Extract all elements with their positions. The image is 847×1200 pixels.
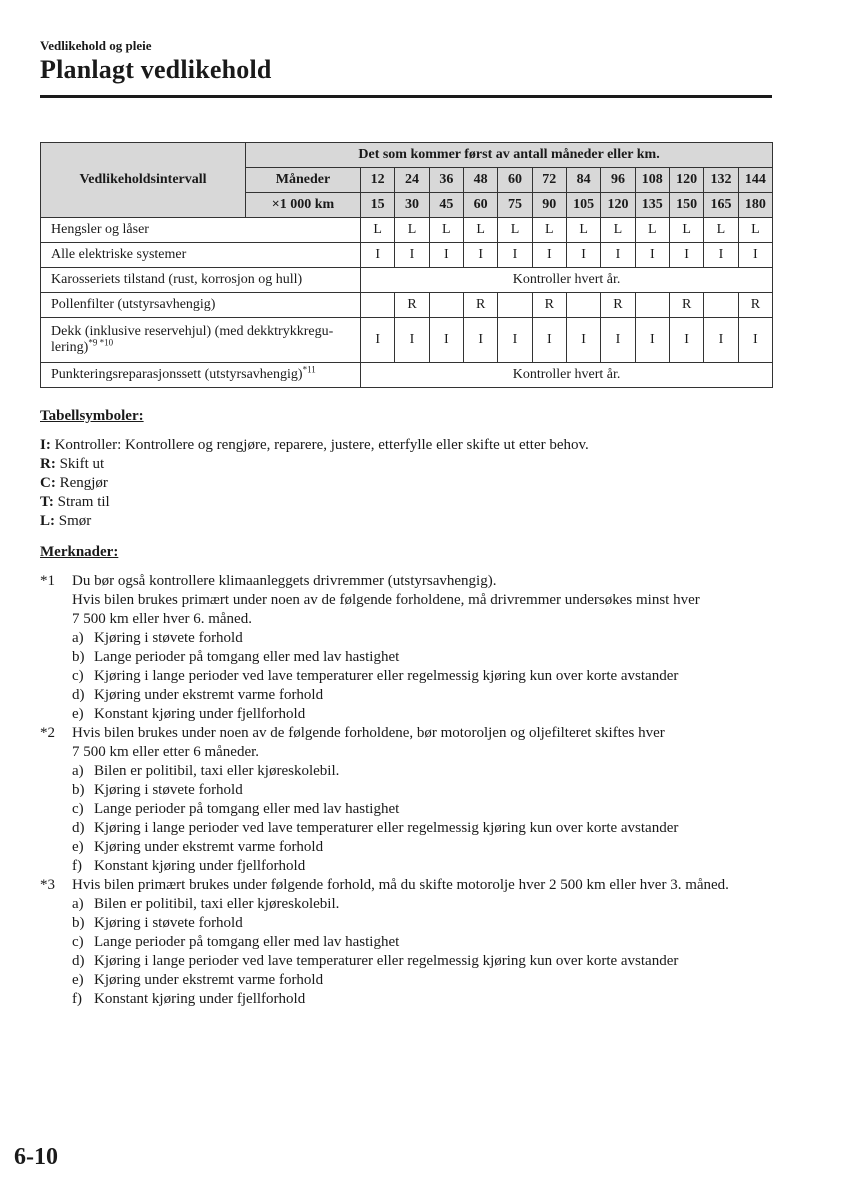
note-sub-item <box>72 838 780 857</box>
table-cell: I <box>532 318 566 363</box>
table-cell: L <box>566 218 600 243</box>
table-cell: L <box>532 218 566 243</box>
sub-letter: e) <box>72 706 84 722</box>
legend-item <box>40 474 589 493</box>
sub-letter: b) <box>72 782 85 798</box>
row-item-label: Pollenfilter (utstyrsavhengig) <box>41 293 361 318</box>
table-cell <box>635 293 669 318</box>
note-line: Hvis bilen primært brukes under følgende forhold, må du skifte motorolje hver 2 500 km eller hver 3. måned. <box>72 877 729 893</box>
note-sub-item <box>72 857 780 876</box>
km-header-cell: 150 <box>669 193 703 218</box>
sub-letter: d) <box>72 953 85 969</box>
table-cell: L <box>635 218 669 243</box>
table-cell: I <box>601 318 635 363</box>
legend-key: C: <box>40 475 56 491</box>
note-item <box>40 572 780 724</box>
table-cell: L <box>669 218 703 243</box>
table-cell: R <box>463 293 497 318</box>
sub-text: Kjøring i lange perioder ved lave temperaturer eller regelmessig kjøring kun over korte avstander <box>94 668 679 684</box>
note-marker: *2 <box>40 725 55 741</box>
note-sub-item <box>72 686 780 705</box>
note-sub-item <box>72 914 780 933</box>
table-cell: I <box>601 243 635 268</box>
month-header-cell: 48 <box>463 168 497 193</box>
table-row <box>41 268 773 293</box>
sub-letter: e) <box>72 972 84 988</box>
row-item-label: Hengsler og låser <box>41 218 361 243</box>
page-title: Planlagt vedlikehold <box>40 55 272 84</box>
table-cell: L <box>738 218 773 243</box>
merged-cell: Kontroller hvert år. <box>361 363 773 388</box>
legend-text: Kontroller: Kontrollere og rengjøre, reparere, justere, etterfylle eller skifte ut etter behov. <box>50 437 589 453</box>
sub-letter: e) <box>72 839 84 855</box>
note-sub-item <box>72 667 780 686</box>
sub-letter: b) <box>72 649 85 665</box>
table-cell <box>361 293 395 318</box>
footnote-ref: *9 *10 <box>88 337 114 348</box>
note-sub-item <box>72 629 780 648</box>
note-sub-item <box>72 705 780 724</box>
legend-key: R: <box>40 456 56 472</box>
note-sub-item <box>72 933 780 952</box>
sub-letter: d) <box>72 687 85 703</box>
km-header-cell: 105 <box>566 193 600 218</box>
table-cell: I <box>669 318 703 363</box>
sub-letter: f) <box>72 858 82 874</box>
km-header-cell: 75 <box>498 193 532 218</box>
sub-text: Konstant kjøring under fjellforhold <box>94 858 306 874</box>
table-cell: I <box>635 318 669 363</box>
table-cell <box>498 293 532 318</box>
km-header-cell: 165 <box>704 193 738 218</box>
legend-text: Smør <box>55 513 92 529</box>
table-cell: I <box>635 243 669 268</box>
sub-letter: a) <box>72 896 84 912</box>
row-item-label: Punkteringsreparasjonssett (utstyrsavhengig)$^{*11}$ <box>41 363 361 388</box>
sub-text: Konstant kjøring under fjellforhold <box>94 706 306 722</box>
note-item <box>40 724 780 876</box>
table-header-row <box>41 143 773 168</box>
table-cell: I <box>429 318 463 363</box>
note-sub-item <box>72 800 780 819</box>
note-sub-item <box>72 990 780 1009</box>
table-cell: R <box>532 293 566 318</box>
table-cell <box>704 293 738 318</box>
month-header-cell: 72 <box>532 168 566 193</box>
legend-item <box>40 512 589 531</box>
month-header-cell: 120 <box>669 168 703 193</box>
legend-heading: Tabellsymboler: <box>40 408 144 424</box>
km-header-cell: 90 <box>532 193 566 218</box>
table-cell: I <box>566 243 600 268</box>
table-cell: I <box>704 243 738 268</box>
km-header-cell: 30 <box>395 193 429 218</box>
table-cell: R <box>601 293 635 318</box>
note-line: 7 500 km eller etter 6 måneder. <box>72 744 260 760</box>
table-cell: L <box>704 218 738 243</box>
note-sub-item <box>72 952 780 971</box>
table-cell: I <box>395 243 429 268</box>
month-header-cell: 132 <box>704 168 738 193</box>
month-header-cell: 12 <box>361 168 395 193</box>
month-header-cell: 96 <box>601 168 635 193</box>
table-cell: I <box>429 243 463 268</box>
km-header-cell: 60 <box>463 193 497 218</box>
table-row <box>41 293 773 318</box>
note-line: Du bør også kontrollere klimaanleggets drivremmer (utstyrsavhengig). <box>72 573 497 589</box>
section-label: Vedlikehold og pleie <box>40 38 152 53</box>
table-cell: I <box>395 318 429 363</box>
note-sub-item <box>72 648 780 667</box>
legend-item <box>40 436 589 455</box>
legend-item <box>40 455 589 474</box>
row-item-label: Dekk (inklusive reservehjul) (med dekktrykkregu- lering)$^{*9 *10}$ <box>41 318 361 363</box>
table-cell <box>566 293 600 318</box>
table-cell: I <box>669 243 703 268</box>
table-row <box>41 318 773 363</box>
footnote-ref: *11 <box>302 364 316 375</box>
month-header-cell: 108 <box>635 168 669 193</box>
month-header-cell: 36 <box>429 168 463 193</box>
note-item <box>40 876 780 1009</box>
table-cell: I <box>532 243 566 268</box>
km-header-cell: 120 <box>601 193 635 218</box>
sub-text: Lange perioder på tomgang eller med lav hastighet <box>94 801 400 817</box>
legend-text: Skift ut <box>55 456 105 472</box>
table-row <box>41 218 773 243</box>
sub-letter: b) <box>72 915 85 931</box>
table-cell: I <box>361 243 395 268</box>
table-cell: R <box>738 293 773 318</box>
month-header-cell: 84 <box>566 168 600 193</box>
table-cell: I <box>566 318 600 363</box>
merged-cell: Kontroller hvert år. <box>361 268 773 293</box>
table-cell: I <box>361 318 395 363</box>
table-cell: R <box>669 293 703 318</box>
sub-text: Kjøring i støvete forhold <box>94 915 243 931</box>
note-sub-item <box>72 781 780 800</box>
km-header-cell: 15 <box>361 193 395 218</box>
note-line: Hvis bilen brukes primært under noen av de følgende forholdene, må drivremmer undersøkes minst hver <box>72 592 700 608</box>
sub-text: Kjøring under ekstremt varme forhold <box>94 972 324 988</box>
notes-heading: Merknader: <box>40 544 119 560</box>
note-sub-item <box>72 895 780 914</box>
note-sub-item <box>72 762 780 781</box>
table-row <box>41 363 773 388</box>
sub-text: Kjøring i lange perioder ved lave temperaturer eller regelmessig kjøring kun over korte avstander <box>94 953 679 969</box>
km-label: ×1 000 km <box>246 193 361 218</box>
km-header-cell: 45 <box>429 193 463 218</box>
table-cell: L <box>361 218 395 243</box>
sub-text: Kjøring under ekstremt varme forhold <box>94 687 324 703</box>
km-header-cell: 135 <box>635 193 669 218</box>
row-item-label: Alle elektriske systemer <box>41 243 361 268</box>
maintenance-schedule-table <box>40 142 773 388</box>
page-number: 6-10 <box>14 1144 58 1170</box>
table-cell: I <box>463 243 497 268</box>
table-row <box>41 243 773 268</box>
schedule-body <box>41 218 773 388</box>
sub-text: Kjøring i lange perioder ved lave temperaturer eller regelmessig kjøring kun over korte avstander <box>94 820 679 836</box>
note-line: 7 500 km eller hver 6. måned. <box>72 611 252 627</box>
group-header: Det som kommer først av antall måneder eller km. <box>246 143 773 168</box>
sub-letter: c) <box>72 801 84 817</box>
note-sub-item <box>72 819 780 838</box>
interval-header: Vedlikeholdsintervall <box>41 143 246 218</box>
legend-key: L: <box>40 513 55 529</box>
symbol-legend <box>40 436 589 531</box>
table-cell: I <box>498 318 532 363</box>
legend-text: Stram til <box>53 494 110 510</box>
sub-text: Kjøring i støvete forhold <box>94 630 243 646</box>
sub-letter: a) <box>72 630 84 646</box>
table-cell: L <box>463 218 497 243</box>
sub-letter: c) <box>72 934 84 950</box>
table-cell: I <box>463 318 497 363</box>
sub-text: Lange perioder på tomgang eller med lav hastighet <box>94 934 400 950</box>
table-cell: I <box>738 243 773 268</box>
table-cell: I <box>704 318 738 363</box>
row-item-label: Karosseriets tilstand (rust, korrosjon og hull) <box>41 268 361 293</box>
table-cell: L <box>395 218 429 243</box>
legend-item <box>40 493 589 512</box>
note-sub-item <box>72 971 780 990</box>
legend-key: I: <box>40 437 51 453</box>
month-header-cell: 24 <box>395 168 429 193</box>
sub-text: Bilen er politibil, taxi eller kjøreskolebil. <box>94 896 340 912</box>
table-cell: R <box>395 293 429 318</box>
sub-text: Konstant kjøring under fjellforhold <box>94 991 306 1007</box>
notes-list <box>40 572 780 1009</box>
table-cell: L <box>601 218 635 243</box>
sub-letter: a) <box>72 763 84 779</box>
table-cell: I <box>738 318 773 363</box>
sub-letter: c) <box>72 668 84 684</box>
title-divider <box>40 95 772 98</box>
legend-text: Rengjør <box>55 475 108 491</box>
sub-letter: d) <box>72 820 85 836</box>
month-header-cell: 60 <box>498 168 532 193</box>
sub-letter: f) <box>72 991 82 1007</box>
month-header-cell: 144 <box>738 168 773 193</box>
legend-key: T: <box>40 494 54 510</box>
sub-text: Kjøring under ekstremt varme forhold <box>94 839 324 855</box>
sub-text: Lange perioder på tomgang eller med lav hastighet <box>94 649 400 665</box>
table-cell: L <box>429 218 463 243</box>
table-cell <box>429 293 463 318</box>
table-cell: L <box>498 218 532 243</box>
note-marker: *3 <box>40 877 55 893</box>
note-marker: *1 <box>40 573 55 589</box>
sub-text: Bilen er politibil, taxi eller kjøreskolebil. <box>94 763 340 779</box>
table-cell: I <box>498 243 532 268</box>
sub-text: Kjøring i støvete forhold <box>94 782 243 798</box>
months-label: Måneder <box>246 168 361 193</box>
km-header-cell: 180 <box>738 193 773 218</box>
note-line: Hvis bilen brukes under noen av de følgende forholdene, bør motoroljen og oljefilteret skiftes hver <box>72 725 665 741</box>
